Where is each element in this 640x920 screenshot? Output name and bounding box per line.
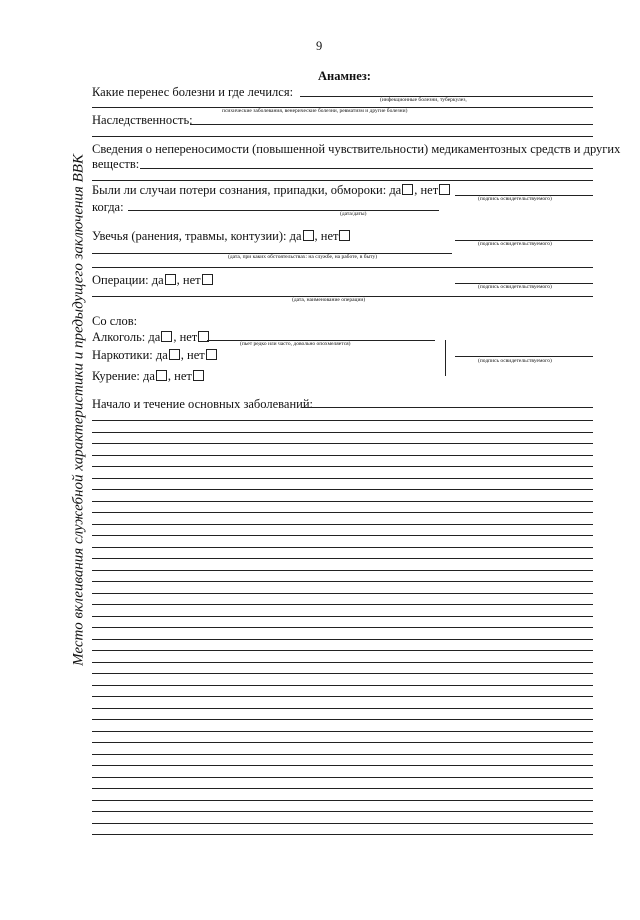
no-label: нет (420, 183, 439, 197)
page-number: 9 (316, 39, 323, 53)
drugs-label: Наркотики: да (92, 348, 168, 362)
blank-writing-line[interactable] (92, 685, 593, 686)
blank-writing-line[interactable] (92, 512, 593, 513)
diseases-label: Какие перенес болезни и где лечился: (92, 85, 294, 99)
blank-writing-line[interactable] (92, 731, 593, 732)
blank-writing-line[interactable] (92, 673, 593, 674)
injuries-hint: (дата, при каких обстоятельствах: на службе, на работе, в быту) (228, 254, 378, 260)
heredity-field-2[interactable] (92, 136, 593, 137)
heredity-field[interactable] (190, 124, 593, 125)
intolerance-label-2: веществ: (92, 157, 140, 171)
alcohol-hint: (пьет редко или часто, довольно опохмеляется) (240, 341, 351, 347)
blank-writing-line[interactable] (92, 742, 593, 743)
consciousness-no-checkbox[interactable] (439, 184, 450, 195)
consciousness-yes-checkbox[interactable] (402, 184, 413, 195)
date-hint: (дата/даты) (340, 211, 367, 217)
blank-writing-line[interactable] (92, 547, 593, 548)
blank-writing-line[interactable] (92, 662, 593, 663)
habits-signature-line[interactable] (455, 356, 593, 357)
blank-writing-line[interactable] (92, 535, 593, 536)
no-label: нет (174, 369, 192, 383)
blank-writing-line[interactable] (92, 719, 593, 720)
blank-writing-line[interactable] (92, 524, 593, 525)
operations-yes-checkbox[interactable] (165, 274, 176, 285)
drugs-no-checkbox[interactable] (206, 349, 217, 360)
page-title: Анамнез: (318, 69, 371, 83)
no-label: нет (179, 330, 198, 344)
operations-no-checkbox[interactable] (202, 274, 213, 285)
operations-question: Операции: да , нет (92, 274, 214, 287)
blank-writing-line[interactable] (92, 627, 593, 628)
intolerance-field-2[interactable] (92, 180, 593, 181)
blank-writing-line[interactable] (92, 501, 593, 502)
blank-writing-line[interactable] (92, 696, 593, 697)
consciousness-question: Были ли случаи потери сознания, припадки, обмороки: да , нет (92, 184, 451, 197)
blank-writing-line[interactable] (92, 466, 593, 467)
blank-writing-line[interactable] (92, 558, 593, 559)
injuries-label: Увечья (ранения, травмы, контузии): да (92, 229, 302, 243)
blank-writing-line[interactable] (92, 788, 593, 789)
bracket-line (445, 340, 446, 376)
smoking-no-checkbox[interactable] (193, 370, 204, 381)
injuries-field-2[interactable] (92, 267, 593, 268)
blank-writing-line[interactable] (92, 811, 593, 812)
blank-writing-line[interactable] (92, 616, 593, 617)
smoking-question: Курение: да , нет (92, 370, 205, 383)
course-label: Начало и течение основных заболеваний: (92, 397, 313, 411)
habits-signature-hint: (подпись освидетельствуемого) (478, 358, 552, 364)
blank-writing-line[interactable] (92, 443, 593, 444)
blank-writing-line[interactable] (92, 639, 593, 640)
blank-writing-line[interactable] (92, 489, 593, 490)
blank-writing-line[interactable] (92, 593, 593, 594)
no-label: нет (187, 348, 205, 362)
blank-writing-line[interactable] (92, 420, 593, 421)
no-label: нет (182, 273, 201, 287)
alcohol-label: Алкоголь: да (92, 330, 161, 344)
blank-writing-line[interactable] (92, 650, 593, 651)
side-margin-note: Место вклеивания служебной характеристики и предыдущего заключения ВВК (70, 154, 87, 666)
blank-writing-line[interactable] (92, 581, 593, 582)
intolerance-label: Сведения о непереносимости (повышенной чувствительности) медикаментозных средств и других (92, 142, 621, 156)
smoking-yes-checkbox[interactable] (156, 370, 167, 381)
blank-writing-line[interactable] (92, 570, 593, 571)
consciousness-signature-hint: (подпись освидетельствуемого) (478, 196, 552, 202)
blank-writing-line[interactable] (92, 823, 593, 824)
blank-writing-line[interactable] (92, 455, 593, 456)
drugs-question: Наркотики: да , нет (92, 349, 218, 362)
when-label: когда: (92, 200, 124, 214)
operations-label: Операции: да (92, 273, 164, 287)
course-field[interactable] (302, 407, 593, 408)
injuries-signature-hint: (подпись освидетельствуемого) (478, 241, 552, 247)
when-field[interactable] (128, 210, 439, 211)
blank-writing-line[interactable] (92, 765, 593, 766)
heredity-hint: психические заболевания, венерические болезни, ревматизм и другие болезни) (222, 108, 408, 114)
blank-writing-line[interactable] (92, 754, 593, 755)
blank-writing-line[interactable] (92, 432, 593, 433)
blank-writing-line[interactable] (92, 708, 593, 709)
diseases-hint: (инфекционные болезни, туберкулез, (380, 97, 467, 103)
injuries-no-checkbox[interactable] (339, 230, 350, 241)
blank-writing-line[interactable] (92, 604, 593, 605)
operations-hint: (дата, наименование операции) (292, 297, 366, 303)
operations-signature-hint: (подпись освидетельствуемого) (478, 284, 552, 290)
blank-writing-line[interactable] (92, 478, 593, 479)
intolerance-field[interactable] (140, 168, 593, 169)
injuries-question: Увечья (ранения, травмы, контузии): да , нет (92, 230, 351, 243)
alcohol-yes-checkbox[interactable] (161, 331, 172, 342)
alcohol-question: Алкоголь: да , нет (92, 331, 210, 344)
words-label: Со слов: (92, 314, 138, 328)
injuries-yes-checkbox[interactable] (303, 230, 314, 241)
drugs-yes-checkbox[interactable] (169, 349, 180, 360)
heredity-label: Наследственность: (92, 113, 193, 127)
no-label: нет (320, 229, 339, 243)
blank-writing-line[interactable] (92, 800, 593, 801)
blank-writing-line[interactable] (92, 834, 593, 835)
smoking-label: Курение: да (92, 369, 155, 383)
blank-writing-line[interactable] (92, 777, 593, 778)
consciousness-label: Были ли случаи потери сознания, припадки, обмороки: да (92, 183, 402, 197)
